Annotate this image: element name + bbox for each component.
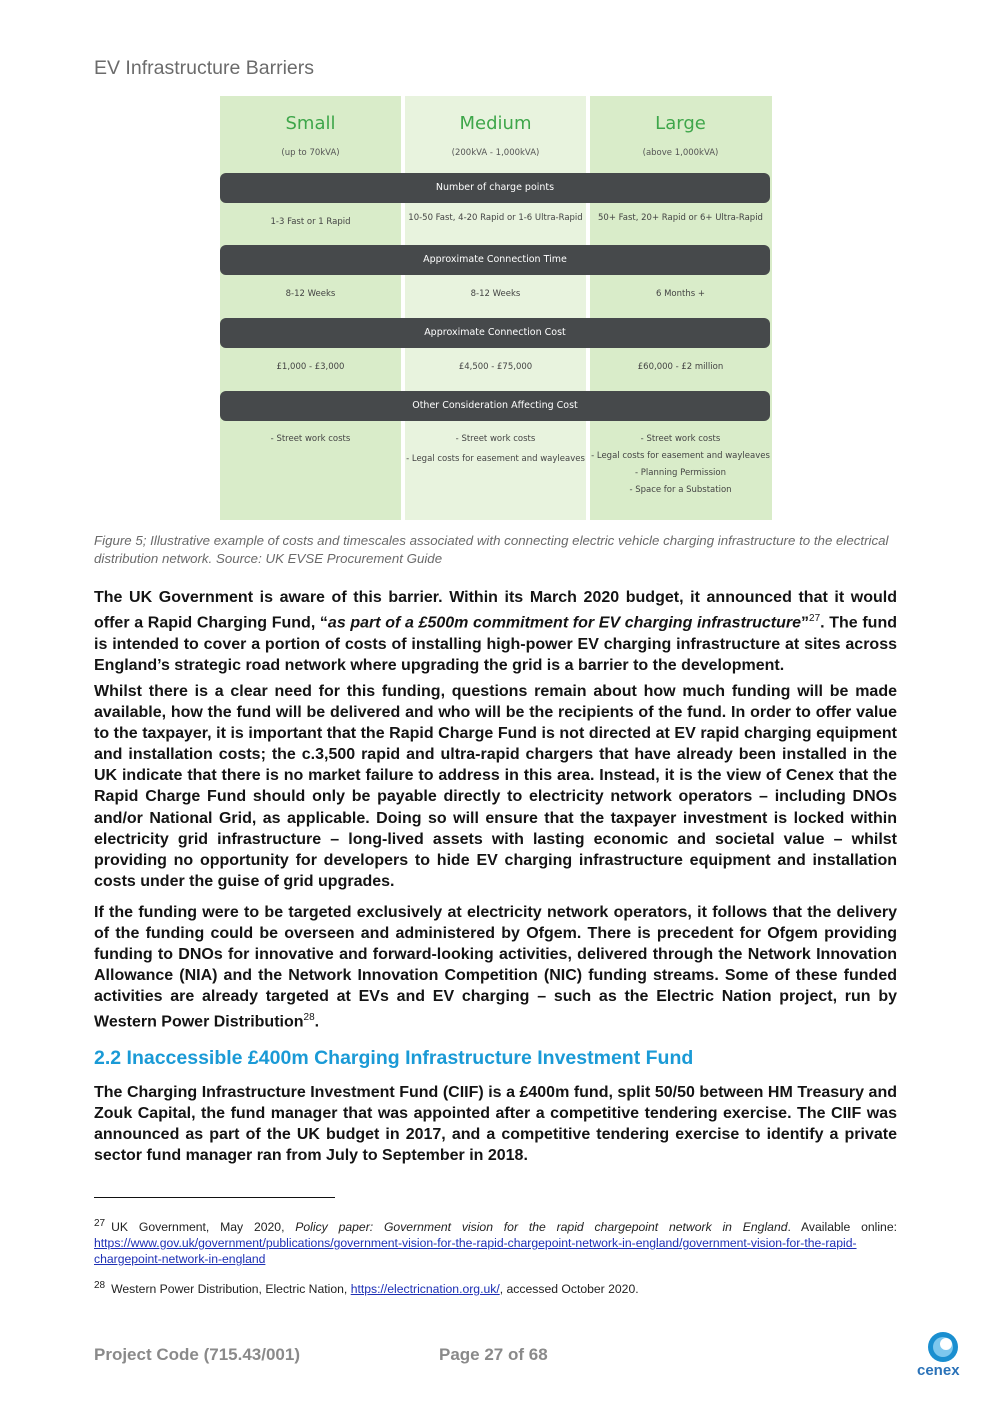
table-cell: - Street work costs - Legal costs for easement and wayleaves <box>406 434 585 464</box>
logo-text: cenex <box>917 1362 960 1379</box>
table-cell: 10-50 Fast, 4-20 Rapid or 1-6 Ultra-Rapid <box>408 213 583 223</box>
size-range: (above 1,000kVA) <box>642 148 719 158</box>
paragraph-2: Whilst there is a clear need for this funding, questions remain about how much funding will be made available, how the fund will be delivered and who will be the recipients of the fund. In order to offer value to the taxpayer, it is important that the Rapid Charge Fund is not directed at EV rapid charging equipment and installation costs; the c.3,500 rapid and ultra-rapid chargers that have already been installed in the UK indicate that there is no market failure to address in this area. Instead, it is the view of Cenex that the Rapid Charge Fund should only be payable directly to electricity network operators – including DNOs and/or National Grid, as applicable. Doing so will ensure that the taxpayer investment is locked within electricity grid infrastructure – long-lived assets with lasting economic and societal value – whilst providing no opportunity for developers to hide EV charging infrastructure equipment and installation costs under the guise of grid upgrades. <box>94 683 897 890</box>
header-title: EV Infrastructure Barriers <box>94 57 314 79</box>
row-header: Other Consideration Affecting Cost <box>220 391 770 421</box>
footnote-ref[interactable]: 28 <box>303 1012 315 1024</box>
table-cell: £60,000 - £2 million <box>637 362 724 372</box>
footnote-27: $^{27}$ UK Government, May 2020, Policy paper: Government vision for the rapid chargepoint network in England. Available online: https://www.gov.uk/government/publications/government-vision-for-the-rapid-chargepoint-network-in-england/government-vision-for-the-rapid-chargepoint-network-in-england <box>94 1217 897 1266</box>
table-cell: 50+ Fast, 20+ Rapid or 6+ Ultra-Rapid <box>598 213 763 223</box>
table-cell: 1-3 Fast or 1 Rapid <box>270 217 351 227</box>
size-name: Small <box>285 113 336 134</box>
table-cell: 6 Months + <box>655 289 705 299</box>
size-range: (up to 70kVA) <box>281 148 340 158</box>
row-header: Approximate Connection Cost <box>220 318 770 348</box>
table-cell: 8-12 Weeks <box>470 289 521 299</box>
project-code: Project Code (715.43/001) <box>94 1345 300 1364</box>
footnote-28: $^{28}$ Western Power Distribution, Electric Nation, https://electricnation.org.uk/, accessed October 2020. <box>94 1279 639 1296</box>
column-small-bg <box>220 96 401 520</box>
table-cell: 8-12 Weeks <box>285 289 336 299</box>
size-name: Medium <box>459 113 532 134</box>
table-cell: - Street work costs <box>270 434 351 444</box>
row-header: Approximate Connection Time <box>220 245 770 275</box>
paragraph-3: If the funding were to be targeted exclusively at electricity network operators, it follows that the delivery of the funding could be overseen and administered by Ofgem. There is precedent for Ofgem providing funding to DNOs for innovative and forward-looking activities, delivered through the Network Innovation Allowance (NIA) and the Network Innovation Competition (NIC) funding streams. Some of these funded activities are already targeted at EVs and EV charging – such as the Electric Nation project, run by Western Power Distribution$^{28}$. <box>94 904 897 1031</box>
paragraph-4: The Charging Infrastructure Investment Fund (CIIF) is a £400m fund, split 50/50 between HM Treasury and Zouk Capital, the fund manager that was appointed after a competitive tendering exercise. The CIIF was announced as part of the UK budget in 2017, and a competitive tendering exercise to identify a private sector fund manager ran from July to September in 2018. <box>94 1084 897 1165</box>
table-cell: £1,000 - £3,000 <box>276 362 345 372</box>
page-number: Page 27 of 68 <box>439 1345 548 1364</box>
footnote-link[interactable]: https://www.gov.uk/government/publications/government-vision-for-the-rapid-chargepoint-network-in-england/government-vision-for-the-rapid-chargepoint-network-in-england <box>94 1236 857 1266</box>
table-cell: £4,500 - £75,000 <box>458 362 533 372</box>
connection-cost-figure <box>220 96 772 520</box>
row-header: Number of charge points <box>220 173 770 203</box>
footnote-link[interactable]: https://electricnation.org.uk/ <box>350 1282 500 1296</box>
paragraph-1: The UK Government is aware of this barrier. Within its March 2020 budget, it announced that it would offer a Rapid Charging Fund, “as part of a £500m commitment for EV charging infrastructure”$^{27}$. The fund is intended to cover a portion of costs of installing high-power EV charging infrastructure at sites across England’s strategic road network where upgrading the grid is a barrier to the development. <box>94 589 897 674</box>
size-range: (200kVA - 1,000kVA) <box>451 148 540 158</box>
table-cell: - Street work costs - Legal costs for easement and wayleaves - Planning Permission - Space for a Substation <box>591 434 770 495</box>
footnote-ref[interactable]: 27 <box>809 613 821 625</box>
footnote-divider <box>94 1197 335 1198</box>
size-name: Large <box>655 113 706 134</box>
figure-caption: Figure 5; Illustrative example of costs and timescales associated with connecting electric vehicle charging infrastructure to the electrical distribution network. Source: UK EVSE Procurement Guide <box>94 533 889 566</box>
section-heading: 2.2 Inaccessible £400m Charging Infrastructure Investment Fund <box>94 1047 694 1069</box>
